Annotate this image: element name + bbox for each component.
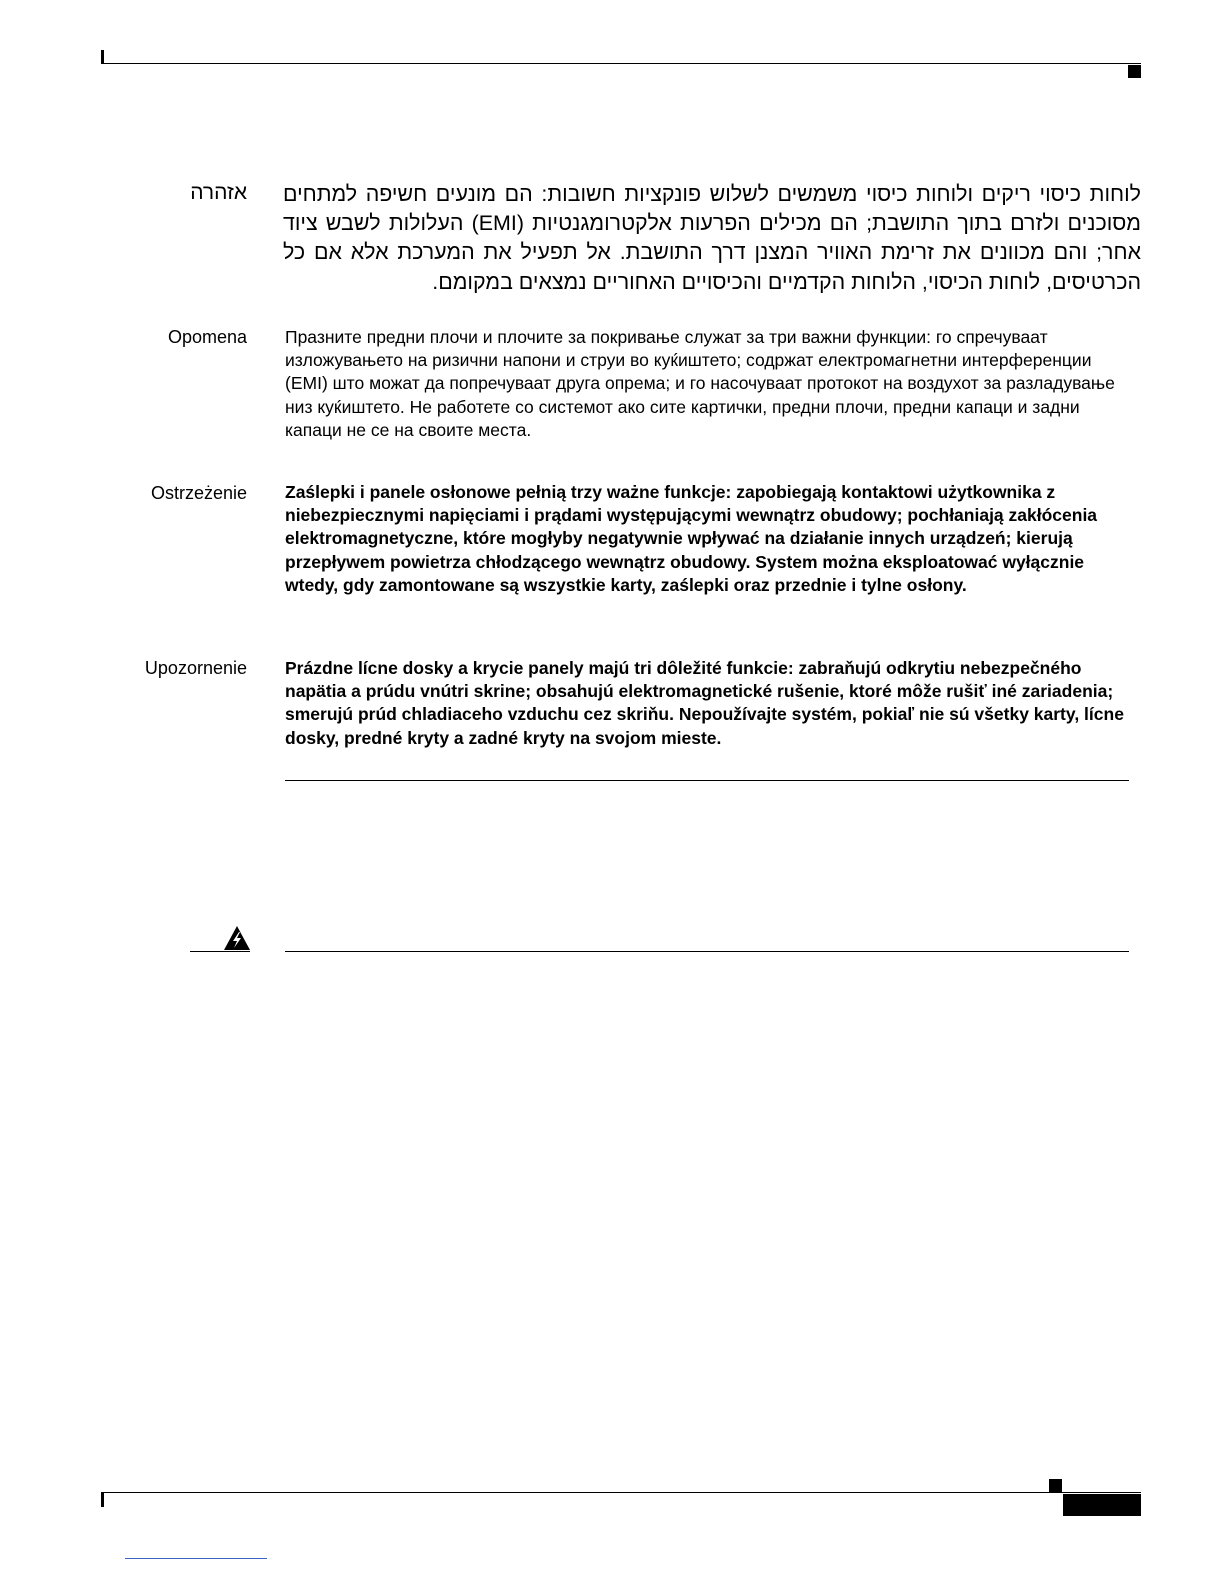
warning-label-polish: Ostrzeżenie [150,483,247,503]
warning-text-slovak: Prázdne lícne dosky a krycie panely majú tri dôležité funkcie: zabraňujú odkrytiu nebezpečného napätia a prúdu vnútri skrine; obsahujú elektromagnetické rušenie, ktoré môže rušiť iné zariadenia; smerujú prúd chladiaceho vzduchu cez skriňu. Nepoužívajte systém, pokiaľ nie sú všetky karty, lícne dosky, predné kryty a zadné kryty na svojom mieste. [285,658,1124,748]
warning-text-hebrew: לוחות כיסוי ריקים ולוחות כיסוי משמשים לשלוש פונקציות חשובות: הם מונעים חשיפה למתחים מסוכנים ולזרם בתוך התושבת; הם מכילים הפרעות אלקטרומגנטיות (EMI) העלולות לשבש ציוד אחר; והם מכוונים את זרימת האוויר המצנן דרך התושבת. אל תפעיל את המערכת אלא אם כל הכרטיסים, לוחות הכיסוי, הלוחות הקדמיים והכיסויים האחוריים נמצאים במקומם. [283,182,1141,294]
warning-text-polish: Zaślepki i panele osłonowe pełnią trzy ważne funkcje: zapobiegają kontaktowi użytkownika z niebezpiecznymi napięciami i prądami występującymi wewnątrz obudowy; pochłaniają zakłócenia elektromagnetyczne, które mogłyby negatywnie wpływać na działanie innych urządzeń; kierują przepływem powietrza chłodzącego wewnątrz obudowy. System można eksploatować wyłącznie wtedy, gdy zamontowane są wszystkie karty, zaślepki oraz przednie i tylne osłony. [285,482,1098,595]
warning-label-hebrew: אזהרה [190,181,247,204]
warning-label-slovak: Upozornenie [144,658,247,678]
header-tick [101,50,104,64]
header-rule [101,63,1141,64]
warning-label-macedonian: Opomena [167,327,247,347]
warning-rule [285,951,1129,952]
footer-tick [101,1493,104,1507]
warning-icon-underline [190,951,250,952]
page-number-tab [1063,1494,1141,1516]
section-end-rule [285,780,1129,781]
footer-link-underline[interactable] [125,1558,267,1559]
warning-text-macedonian: Празните предни плочи и плочите за покривање служат за три важни функции: го спречуваат изложувањето на ризични напони и струи во куќиштето; содржат електромагнетни интерференции (EMI) што можат да попречуваат друга опрема; и го насочуваат протокот на воздухот за разладување низ куќиштето. Не работете со системот ако сите картички, предни плочи, предни капаци и задни капаци не се на своите места. [285,327,1115,440]
warning-triangle-icon [223,925,251,951]
footer-rule [101,1492,1141,1493]
footer-square-marker [1049,1479,1062,1492]
header-square-marker [1128,65,1141,78]
